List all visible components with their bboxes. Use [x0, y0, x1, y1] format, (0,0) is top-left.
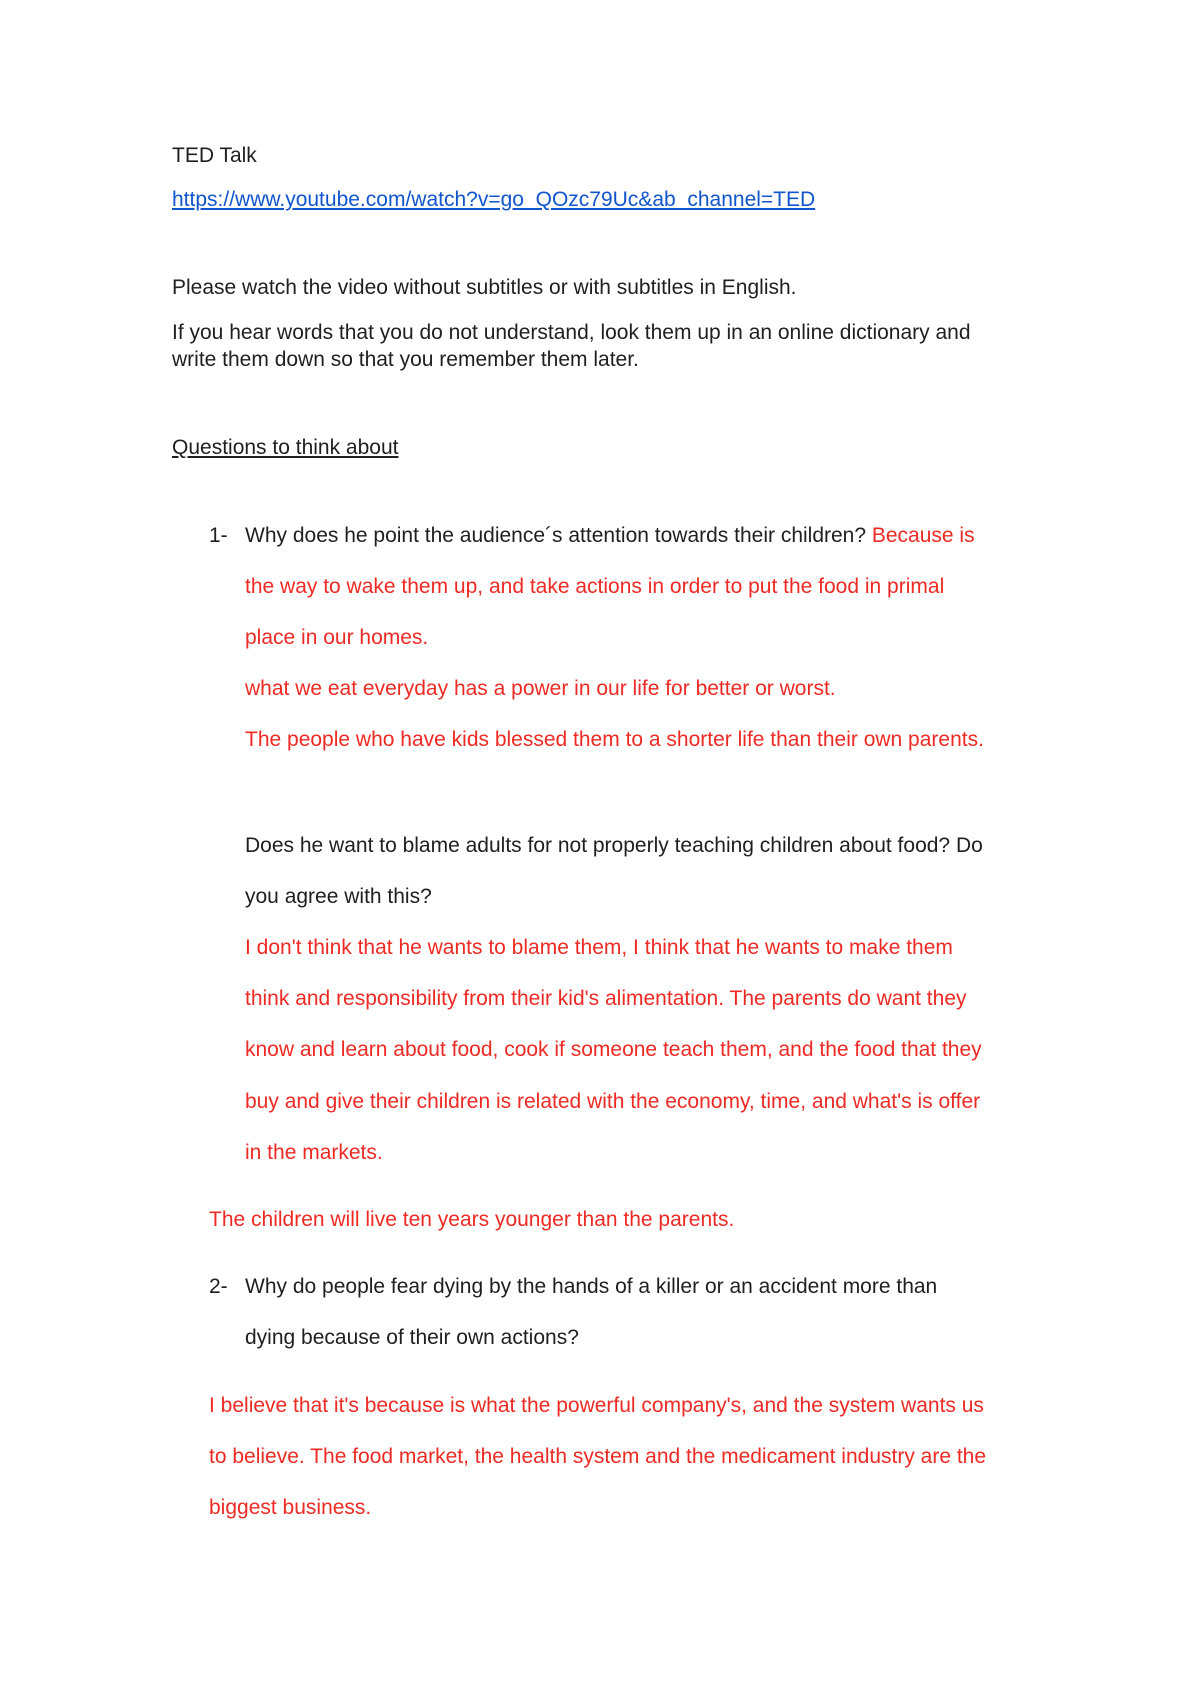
answer-line: to believe. The food market, the health system and the medicament industry are the: [209, 1445, 987, 1468]
list-number: 1-: [209, 524, 228, 547]
answer-line: The people who have kids blessed them to a shorter life than their own parents.: [245, 728, 984, 751]
doc-title: TED Talk: [172, 144, 257, 167]
question-1: [245, 522, 975, 550]
followup-answer-line: in the markets.: [245, 1141, 383, 1164]
instruction-line: write them down so that you remember them later.: [172, 348, 639, 371]
answer-line: what we eat everyday has a power in our life for better or worst.: [245, 677, 836, 700]
list-number: 2-: [209, 1275, 228, 1298]
followup-answer-line: buy and give their children is related with the economy, time, and what's is offer: [245, 1090, 981, 1113]
instruction-line: If you hear words that you do not understand, look them up in an online dictionary and: [172, 321, 971, 344]
followup-answer-line: I don't think that he wants to blame them, I think that he wants to make them: [245, 936, 953, 959]
followup-answer-line: know and learn about food, cook if someone teach them, and the food that they: [245, 1038, 982, 1061]
answer-line: the way to wake them up, and take actions in order to put the food in primal: [245, 575, 945, 598]
question-2-line: dying because of their own actions?: [245, 1326, 579, 1349]
youtube-link[interactable]: https://www.youtube.com/watch?v=go_QOzc79Uc&ab_channel=TED: [172, 188, 816, 211]
followup-question-line: you agree with this?: [245, 885, 432, 908]
answer-line: place in our homes.: [245, 626, 429, 649]
question-text: Why does he point the audience´s attention towards their children?: [245, 524, 872, 547]
section-heading: Questions to think about: [172, 436, 399, 459]
instruction-line: Please watch the video without subtitles or with subtitles in English.: [172, 276, 797, 299]
answer-line: biggest business.: [209, 1496, 372, 1519]
answer-line: I believe that it's because is what the powerful company's, and the system wants us: [209, 1394, 984, 1417]
followup-question-line: Does he want to blame adults for not properly teaching children about food? Do: [245, 834, 983, 857]
question-2-line: Why do people fear dying by the hands of a killer or an accident more than: [245, 1275, 938, 1298]
followup-answer-line: think and responsibility from their kid's alimentation. The parents do want they: [245, 987, 967, 1010]
answer-text: Because is: [871, 524, 975, 547]
extra-answer: The children will live ten years younger than the parents.: [209, 1208, 735, 1231]
